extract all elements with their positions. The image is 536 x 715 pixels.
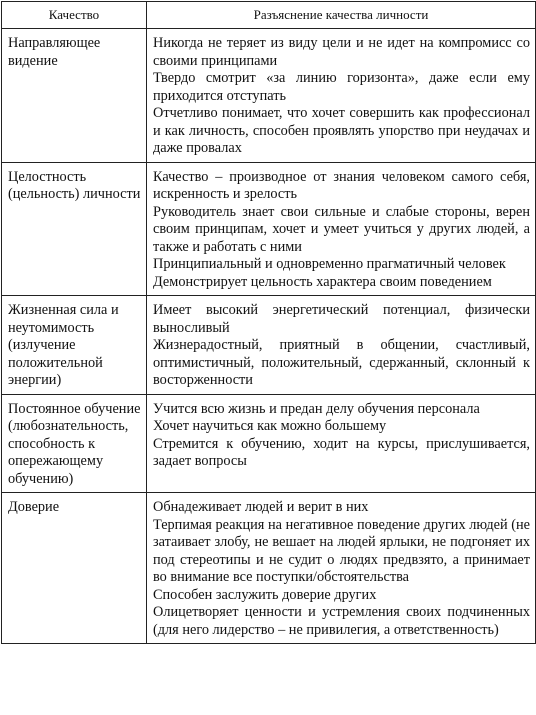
explanation-line: Качество – производное от знания человеком самого себя, искренность и зрелость — [153, 168, 530, 202]
table-header — [2, 2, 536, 29]
explanation-line: Стремится к обучению, ходит на курсы, прислушивается, задает вопросы — [153, 435, 530, 469]
quality-cell: Направляющее видение — [2, 29, 147, 163]
explanation-line: Олицетворяет ценности и устремления своих подчиненных (для него лидерство – не привилегия, а ответственность) — [153, 604, 530, 638]
explanation-line: Принципиальный и одновременно прагматичный человек — [153, 256, 506, 272]
table-row — [2, 296, 536, 395]
quality-cell: Постоянное обучение (любознательность, способность к опережающему обучению) — [2, 394, 147, 493]
explanation-line: Твердо смотрит «за линию горизонта», даже если ему приходится отступать — [153, 70, 530, 104]
table-row — [2, 162, 536, 296]
explanation-line: Руководитель знает свои сильные и слабые стороны, верен своим принципам, хочет и умеет учиться у других людей, а также и работать с ними — [153, 203, 530, 255]
explanation-cell — [147, 29, 536, 163]
header-explanation: Разъяснение качества личности — [147, 2, 536, 29]
explanation-line: Отчетливо понимает, что хочет совершить как профессионал и как личность, способен проявлять упорство при неудачах и даже провалах — [153, 105, 530, 156]
explanation-line: Хочет научиться как можно большему — [153, 418, 387, 434]
explanation-line: Обнадеживает людей и верит в них — [153, 499, 369, 515]
explanation-line: Демонстрирует цельность характера своим поведением — [153, 273, 492, 290]
explanation-line: Никогда не теряет из виду цели и не идет на компромисс со своими принципами — [153, 35, 530, 69]
explanation-cell — [147, 493, 536, 644]
explanation-line: Имеет высокий энергетический потенциал, физически выносливый — [153, 302, 530, 336]
explanation-line: Учится всю жизнь и предан делу обучения персонала — [153, 400, 480, 417]
table-row — [2, 493, 536, 644]
explanation-line: Терпимая реакция на негативное поведение других людей (не затаивает злобу, не вешает на людей ярлыки, не подгоняет их под стереотипы и не судит о людях предвзято, а принимает во внимание все поступки/обстоятельства — [153, 516, 530, 585]
explanation-cell — [147, 394, 536, 493]
table-body — [2, 29, 536, 644]
header-quality: Качество — [2, 2, 147, 29]
header-row — [2, 2, 536, 29]
quality-cell: Жизненная сила и неутомимость (излучение положительной энергии) — [2, 296, 147, 395]
table-row — [2, 29, 536, 163]
explanation-line: Жизнерадостный, приятный в общении, счастливый, оптимистичный, положительный, сдержанный, склонный к восторженности — [153, 337, 530, 388]
explanation-cell — [147, 296, 536, 395]
explanation-line: Способен заслужить доверие других — [153, 586, 377, 603]
quality-cell: Доверие — [2, 493, 147, 644]
explanation-cell — [147, 162, 536, 296]
table-row — [2, 394, 536, 493]
leadership-qualities-table — [1, 1, 536, 644]
quality-cell: Целостность (цельность) личности — [2, 162, 147, 296]
